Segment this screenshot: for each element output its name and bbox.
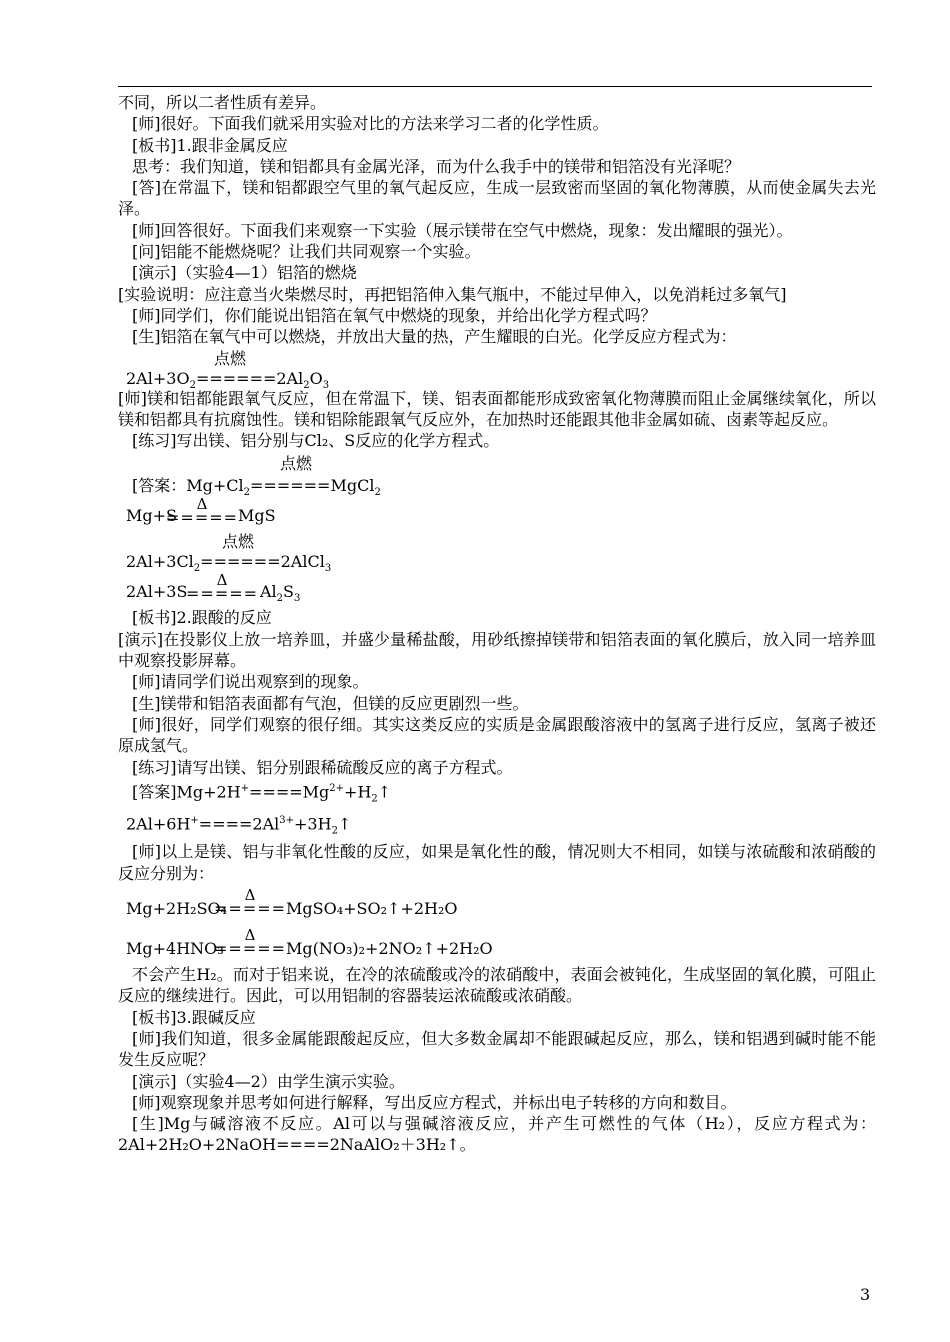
paragraph: [实验说明：应注意当火柴燃尽时，再把铝箔伸入集气瓶中，不能过早伸入，以免消耗过多氧气] xyxy=(118,284,787,304)
paragraph: 思考：我们知道，镁和铝都具有金属光泽，而为什么我手中的镁带和铝箔没有光泽呢？ xyxy=(132,156,741,176)
paragraph: [师]以上是镁、铝与非氧化性酸的反应，如果是氧化性的酸，情况则大不相同，如镁与浓硫酸和浓硝酸的反应分别为： xyxy=(118,842,876,883)
equation-rhs: MgSO₄+SO₂↑+2H₂O xyxy=(286,899,458,919)
paragraph: [练习]请写出镁、铝分别跟稀硫酸反应的离子方程式。 xyxy=(132,757,513,777)
paragraph: [师]很好。下面我们就采用实验对比的方法来学习二者的化学性质。 xyxy=(132,114,609,134)
paragraph: [问]铝能不能燃烧呢？让我们共同观察一个实验。 xyxy=(132,242,481,262)
equation-lhs: Mg+4HNO₃ xyxy=(126,939,224,959)
equation-mg-hno3 xyxy=(118,926,876,964)
equation-mg-cl2 xyxy=(118,451,876,499)
paragraph: [生]镁带和铝箔表面都有气泡，但镁的反应更剧烈一些。 xyxy=(132,693,529,713)
answer-line-al: $2Al+6H^+====2Al^{3+}+3H_2↑$ xyxy=(126,813,352,837)
paragraph: [师]镁和铝都能跟氧气反应，但在常温下，镁、铝表面都能形成致密氧化物薄膜而阻止金属继续氧化，所以镁和铝都具有抗腐蚀性。镁和铝除能跟氧气反应外，在加热时还能跟其他非金属如硫、卤素等起反应。 xyxy=(118,388,876,429)
heat-arrow: Δ ===== xyxy=(214,926,287,959)
equation-text: [答案：$Mg+Cl_2======MgCl_2$ xyxy=(132,476,381,499)
paragraph: [演示]（实验4—2）由学生演示实验。 xyxy=(132,1071,405,1091)
paragraph: [板书]3.跟碱反应 xyxy=(132,1007,256,1027)
paragraph: [答]在常温下，镁和铝都跟空气里的氧气起反应，生成一层致密而坚固的氧化物薄膜，从而使金属失去光泽。 xyxy=(118,178,876,219)
paragraph: [板书]2.跟酸的反应 xyxy=(132,608,272,628)
paragraph: 不会产生H₂。而对于铝来说，在冷的浓硫酸或冷的浓硝酸中，表面会被钝化，生成坚固的氧化膜，可阻止反应的继续进行。因此，可以用铝制的容器装运浓硫酸或浓硝酸。 xyxy=(118,965,876,1006)
condition-label: 点燃 xyxy=(280,454,313,474)
paragraph: 不同，所以二者性质有差异。 xyxy=(118,93,327,112)
paragraph-group-5 xyxy=(118,964,876,1156)
paragraph: [演示]（实验4—1）铝箔的燃烧 xyxy=(132,263,357,283)
paragraph: [师]观察现象并思考如何进行解释，写出反应方程式，并标出电子转移的方向和数目。 xyxy=(132,1092,737,1112)
heat-arrow: Δ ===== xyxy=(166,495,239,528)
equation-rhs: MgS xyxy=(238,506,276,526)
paragraph: [演示]在投影仪上放一培养皿，并盛少量稀盐酸，用砂纸擦掉镁带和铝箔表面的氧化膜后，放入同一培养皿中观察投影屏幕。 xyxy=(118,629,876,671)
header-rule xyxy=(118,86,872,87)
paragraph: [师]回答很好。下面我们来观察一下实验（展示镁带在空气中燃烧，现象：发出耀眼的强光）。 xyxy=(132,220,793,240)
equation-al-o2 xyxy=(118,348,876,391)
paragraph: [师]我们知道，很多金属能跟酸起反应，但大多数金属却不能跟碱起反应，那么，镁和铝遇到碱时能不能发生反应呢？ xyxy=(118,1028,876,1070)
condition-label: 点燃 xyxy=(222,532,255,552)
equation-al-cl2 xyxy=(118,531,876,575)
equation-lhs: 2Al+3S xyxy=(126,582,188,602)
equation-mg-s xyxy=(118,495,876,531)
page-body xyxy=(118,92,876,1156)
paragraph-group-3 xyxy=(118,607,876,777)
paragraph: [板书]1.跟非金属反应 xyxy=(132,135,288,155)
paragraph: [生]铝箔在氧气中可以燃烧，并放出大量的热，产生耀眼的白光。化学反应方程式为： xyxy=(132,327,737,347)
equation-al-s xyxy=(118,571,876,607)
equation-text: $2Al+3Cl_2======2AlCl_3$ xyxy=(126,552,332,575)
paragraph-group-1 xyxy=(118,92,876,348)
equation-lhs: Mg+S xyxy=(126,506,177,526)
paragraph-group-2 xyxy=(118,388,876,452)
page-number: 3 xyxy=(860,1285,871,1304)
equation-text: $2Al+3O_2======2Al_2O_3$ xyxy=(126,368,330,391)
paragraph: [师]很好，同学们观察的很仔细。其实这类反应的实质是金属跟酸溶液中的氢离子进行反应，氢离子被还原成氢气。 xyxy=(118,714,876,756)
condition-label: 点燃 xyxy=(214,348,247,368)
equation-rhs: Mg(NO₃)₂+2NO₂↑+2H₂O xyxy=(286,939,493,959)
heat-arrow: Δ ===== xyxy=(214,886,287,919)
paragraph: [师]请同学们说出观察到的现象。 xyxy=(132,672,369,692)
paragraph-group-4 xyxy=(118,841,876,884)
equation-rhs: $Al_2S_3$ xyxy=(260,582,301,605)
paragraph: [师]同学们，你们能说出铝箔在氧气中燃烧的现象，并给出化学方程式吗？ xyxy=(132,305,657,325)
answer-line-mg: [答案]$Mg+2H^+====Mg^{2+}+H_2↑$ xyxy=(132,782,392,805)
equation-mg-h2so4 xyxy=(118,884,876,926)
paragraph: [生]Mg与碱溶液不反应。Al可以与强碱溶液反应，并产生可燃性的气体（H₂），反应方程式为：2Al+2H₂O+2NaOH====2NaAlO₂＋3H₂↑。 xyxy=(118,1114,876,1155)
equation-lhs: Mg+2H₂SO₄ xyxy=(126,899,228,919)
paragraph: [练习]写出镁、铝分别与Cl₂、S反应的化学方程式。 xyxy=(132,431,500,451)
heat-arrow: Δ ===== xyxy=(186,571,259,604)
